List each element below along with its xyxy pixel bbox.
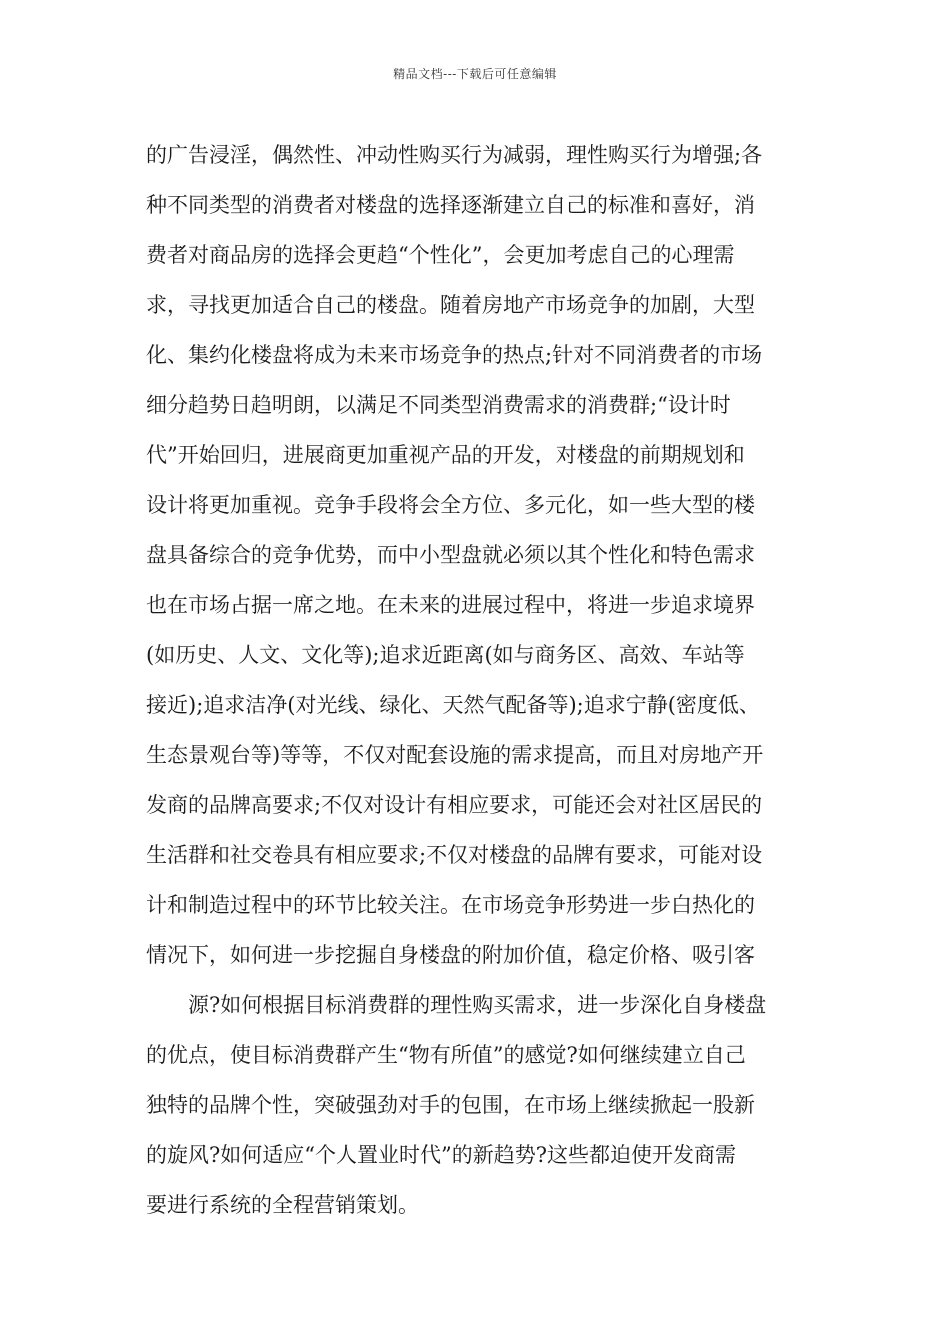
text-line: 独特的品牌个性，突破强劲对手的包围，在市场上继续掀起一股新 [146,1093,755,1117]
text-line: 也在市场占据一席之地。在未来的进展过程中，将进一步追求境界 [146,593,755,617]
text-line: 发商的品牌高要求;不仅对设计有相应要求，可能还会对社区居民的 [146,793,763,817]
page-header: 精品文档---下载后可任意编辑 [393,67,557,81]
text-line: 生活群和社交卷具有相应要求;不仅对楼盘的品牌有要求，可能对设 [146,843,763,867]
text-line: 求，寻找更加适合自己的楼盘。随着房地产市场竞争的加剧，大型 [146,293,755,317]
text-line: 细分趋势日趋明朗，以满足不同类型消费需求的消费群;“设计时 [146,393,731,417]
text-line: 盘具备综合的竞争优势，而中小型盘就必须以其个性化和特色需求 [146,543,755,567]
text-line: 情况下，如何进一步挖掘自身楼盘的附加价值，稳定价格、吸引客 [146,943,755,967]
text-line: 生态景观台等)等等，不仅对配套设施的需求提高，而且对房地产开 [146,743,764,767]
text-line: 计和制造过程中的环节比较关注。在市场竞争形势进一步白热化的 [146,893,755,917]
text-line: 的优点，使目标消费群产生“物有所值”的感觉?如何继续建立自己 [146,1043,746,1067]
text-line: 种不同类型的消费者对楼盘的选择逐渐建立自己的标准和喜好，消 [146,193,755,217]
text-line: 化、集约化楼盘将成为未来市场竞争的热点;针对不同消费者的市场 [146,343,763,367]
text-line: 接近);追求洁净(对光线、绿化、天然气配备等);追求宁静(密度低、 [146,693,760,717]
text-line: 设计将更加重视。竞争手段将会全方位、多元化，如一些大型的楼 [146,493,755,517]
body-text [146,130,836,1230]
text-line: 费者对商品房的选择会更趋“个性化”，会更加考虑自己的心理需 [146,243,735,267]
text-line: 代”开始回归，进展商更加重视产品的开发，对楼盘的前期规划和 [146,443,745,467]
text-line: 源?如何根据目标消费群的理性购买需求，进一步深化自身楼盘 [188,993,767,1017]
text-line: (如历史、人文、文化等);追求近距离(如与商务区、高效、车站等 [146,643,745,667]
text-line: 要进行系统的全程营销策划。 [146,1193,419,1217]
text-line: 的旋风?如何适应“个人置业时代”的新趋势?这些都迫使开发商需 [146,1143,736,1167]
text-line: 的广告浸淫，偶然性、冲动性购买行为减弱，理性购买行为增强;各 [146,143,763,167]
